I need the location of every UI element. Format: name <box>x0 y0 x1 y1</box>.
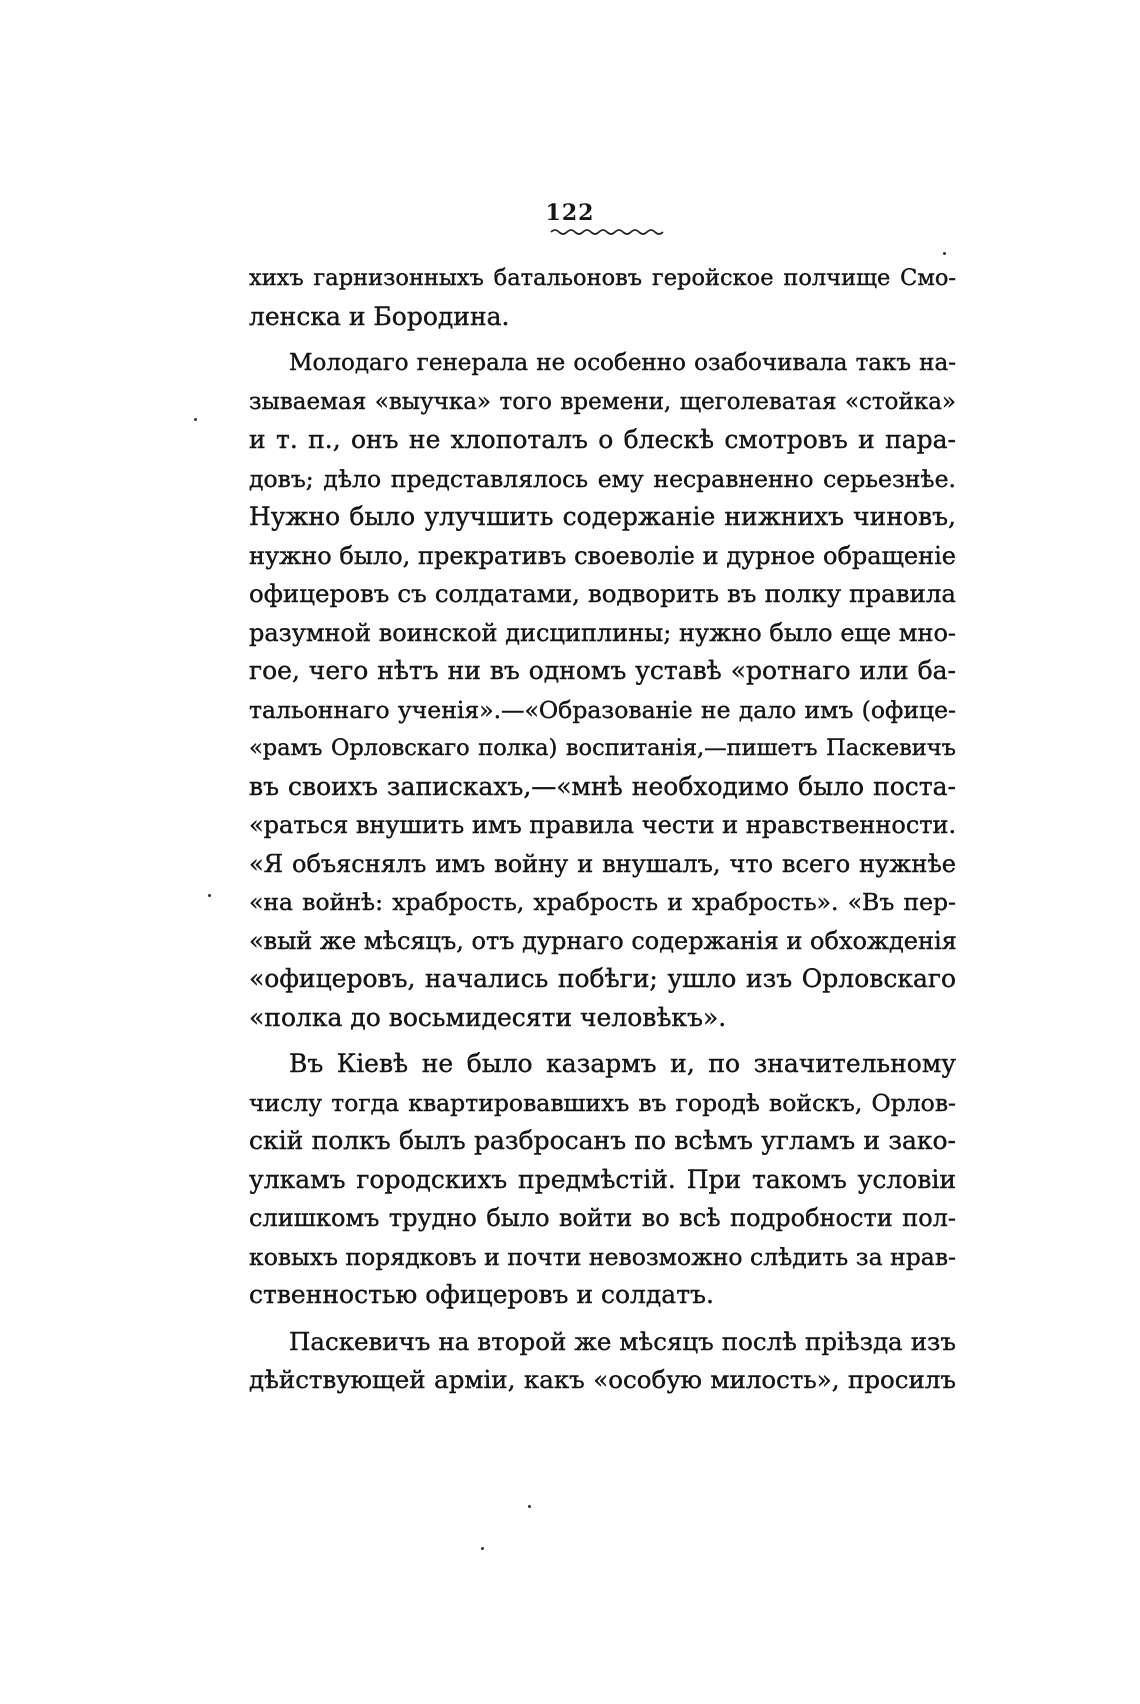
text-line: «рамъ Орловскаго полка) воспитанія,—пишетъ Паскевичъ <box>249 735 956 761</box>
scan-speck <box>481 1547 484 1550</box>
text-line: довъ; дѣло представлялось ему несравненно серьезнѣе. <box>249 464 956 493</box>
text-line: тальоннаго ученія».—«Образованіе не дало имъ (офице- <box>249 695 956 724</box>
text-line: ленска и Бородина. <box>249 301 510 331</box>
scan-speck <box>194 418 197 421</box>
text-line: Въ Кіевѣ не было казармъ и, по значительному <box>289 1049 956 1078</box>
text-line: «полка до восьмидесяти человѣкъ». <box>249 1002 727 1032</box>
text-line: разумной воинской дисциплины; нужно было еще мно- <box>249 618 956 647</box>
text-line: ственностью офицеровъ и солдатъ. <box>249 1280 714 1309</box>
text-line: «раться внушить имъ правила чести и нравственности. <box>249 811 957 839</box>
text-line: дѣйствующей арміи, какъ «особую милость», просилъ <box>249 1365 956 1394</box>
text-line: «вый же мѣсяцъ, отъ дурнаго содержанія и обхожденія <box>249 926 957 955</box>
text-line: ковыхъ порядковъ и почти невозможно слѣдить за нрав- <box>249 1242 956 1271</box>
paragraph <box>249 1045 956 1315</box>
body-text <box>249 259 956 1400</box>
text-line: улкамъ городскихъ предмѣстій. При такомъ условіи <box>249 1164 956 1194</box>
text-line: Нужно было улучшить содержаніе нижнихъ чиновъ, <box>249 502 956 531</box>
text-line: нужно было, прекративъ своеволіе и дурное обращеніе <box>249 541 956 570</box>
scan-speck <box>943 252 946 255</box>
text-line: слишкомъ трудно было войти во всѣ подробности пол- <box>249 1204 956 1232</box>
scan-speck <box>528 1505 531 1508</box>
text-line: скій полкъ былъ разбросанъ по всѣмъ угламъ и зако- <box>249 1126 956 1155</box>
text-line: и т. п., онъ не хлопоталъ о блескѣ смотровъ и пара- <box>249 425 956 454</box>
text-line: гое, чего нѣтъ ни въ одномъ уставѣ «ротнаго или ба- <box>249 656 956 685</box>
paragraph <box>249 344 956 1037</box>
text-line: Молодаго генерала не особенно озабочивала такъ на- <box>289 350 956 376</box>
text-line: «офицеровъ, начались побѣги; ушло изъ Орловскаго <box>249 964 956 993</box>
text-line: въ своихъ запискахъ,—«мнѣ необходимо было поста- <box>249 771 956 801</box>
text-line: «на войнѣ: храбрость, храбрость и храбрость». «Въ пер- <box>249 888 956 916</box>
scan-speck <box>208 894 211 897</box>
text-line: зываемая «выучка» того времени, щеголеватая «стойка» <box>249 388 956 415</box>
text-line: офицеровъ съ солдатами, водворить въ полку правила <box>249 579 956 608</box>
text-line: Паскевичъ на второй же мѣсяцъ послѣ пріѣзда изъ <box>289 1326 956 1356</box>
text-line: хихъ гарнизонныхъ батальоновъ геройское полчище Смо- <box>249 265 956 291</box>
paragraph <box>249 1323 956 1400</box>
text-line: «Я объяснялъ имъ войну и внушалъ, что всего нужнѣе <box>249 849 956 878</box>
page-number: 122 <box>545 200 595 226</box>
text-line: числу тогда квартировавшихъ въ городѣ войскъ, Орлов- <box>249 1088 956 1117</box>
paragraph <box>249 259 956 336</box>
page-number-ornament <box>549 226 665 236</box>
